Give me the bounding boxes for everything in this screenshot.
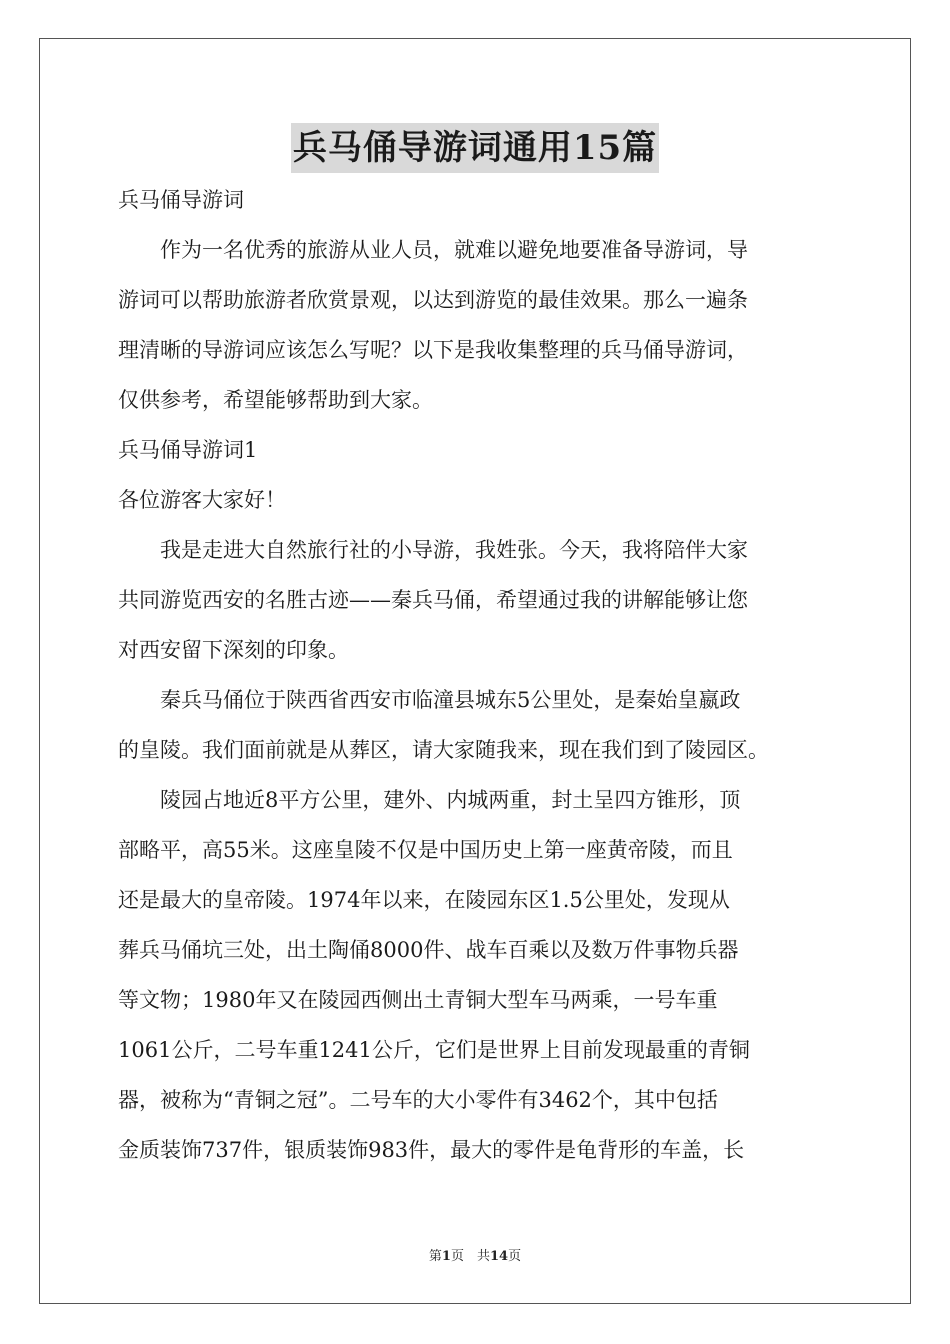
footer-middle: 页 共 <box>450 1249 490 1264</box>
footer-total-pages: 14 <box>489 1249 509 1264</box>
body-line: 各位游客大家好！ <box>118 488 286 512</box>
footer-prefix: 第 <box>428 1249 442 1264</box>
body-line: 仅供参考，希望能够帮助到大家。 <box>118 388 433 412</box>
body-line: 游词可以帮助旅游者欣赏景观，以达到游览的最佳效果。那么一遍条 <box>118 288 748 312</box>
body-line: 我是走进大自然旅行社的小导游，我姓张。今天，我将陪伴大家 <box>118 538 748 562</box>
body-line: 理清晰的导游词应该怎么写呢？以下是我收集整理的兵马俑导游词， <box>118 338 748 362</box>
footer-page-number: 1 <box>441 1249 451 1264</box>
body-line: 陵园占地近8平方公里，建外、内城两重，封土呈四方锥形，顶 <box>118 788 741 812</box>
body-line: 兵马俑导游词1 <box>118 438 258 462</box>
body-line: 还是最大的皇帝陵。1974年以来，在陵园东区1.5公里处，发现从 <box>118 888 730 912</box>
body-line: 兵马俑导游词 <box>118 188 244 212</box>
body-line: 部略平，高55米。这座皇陵不仅是中国历史上第一座黄帝陵，而且 <box>118 838 733 862</box>
body-line: 对西安留下深刻的印象。 <box>118 638 349 662</box>
body-line: 葬兵马俑坑三处，出土陶俑8000件、战车百乘以及数万件事物兵器 <box>118 938 739 962</box>
body-line: 的皇陵。我们面前就是从葬区，请大家随我来，现在我们到了陵园区。 <box>118 738 769 762</box>
body-line: 等文物；1980年又在陵园西侧出土青铜大型车马两乘，一号车重 <box>118 988 718 1012</box>
page-footer <box>0 1245 950 1264</box>
footer-suffix: 页 <box>508 1249 522 1264</box>
body-line: 器，被称为“青铜之冠”。二号车的大小零件有3462个，其中包括 <box>118 1088 718 1112</box>
body-line: 秦兵马俑位于陕西省西安市临潼县城东5公里处，是秦始皇嬴政 <box>118 688 741 712</box>
document-title <box>0 123 950 173</box>
body-line: 作为一名优秀的旅游从业人员，就难以避免地要准备导游词，导 <box>118 238 748 262</box>
document-title-text: 兵马俑导游词通用15篇 <box>291 123 659 173</box>
body-line: 1061公斤，二号车重1241公斤，它们是世界上目前发现最重的青铜 <box>118 1038 750 1062</box>
body-line: 共同游览西安的名胜古迹——秦兵马俑，希望通过我的讲解能够让您 <box>118 588 748 612</box>
document-body <box>118 175 833 1175</box>
body-line: 金质装饰737件，银质装饰983件，最大的零件是龟背形的车盖，长 <box>118 1138 745 1162</box>
